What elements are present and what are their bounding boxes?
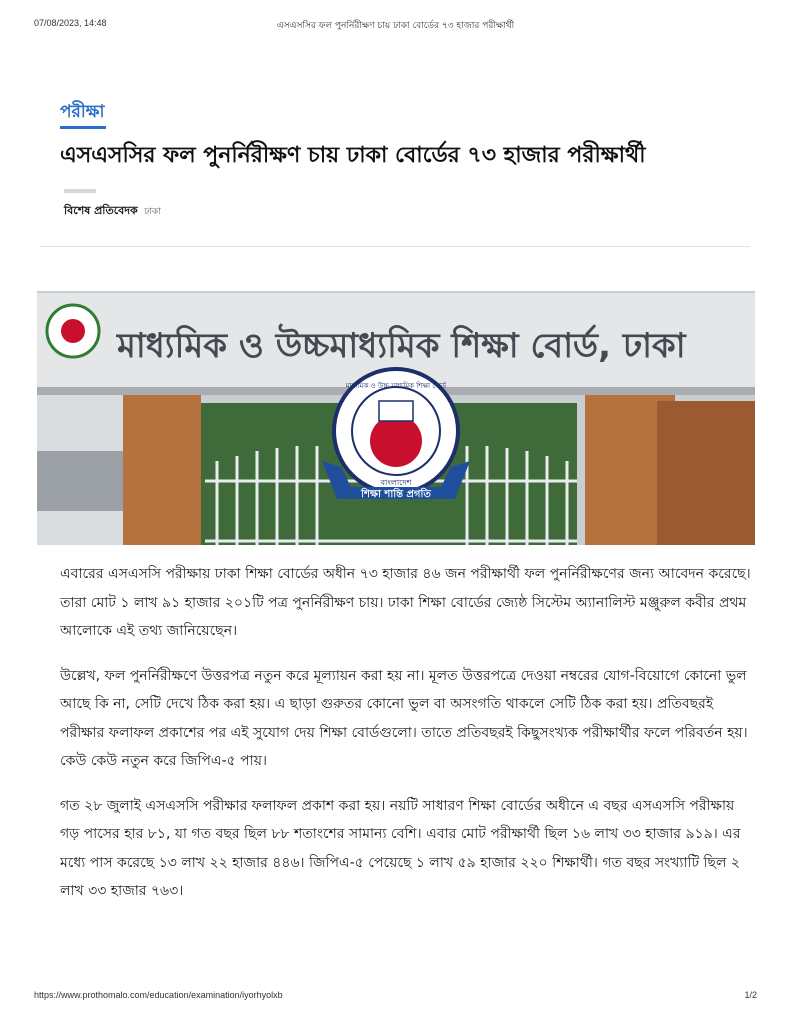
author-divider: [64, 189, 96, 193]
header-divider: [40, 246, 750, 247]
byline: [64, 203, 161, 220]
article-headline: এসএসসির ফল পুনর্নিরীক্ষণ চায় ঢাকা বোর্ডের ৭৩ হাজার পরীক্ষার্থী: [60, 143, 646, 168]
author-location: ঢাকা: [144, 207, 161, 217]
seal-bottom-text: বাংলাদেশ: [380, 478, 412, 487]
print-timestamp: 07/08/2023, 14:48: [34, 18, 107, 28]
print-header: [34, 18, 757, 34]
article-body: [60, 560, 756, 922]
sign-text: মাধ্যমিক ও উচ্চমাধ্যমিক শিক্ষা বোর্ড, ঢাকা: [117, 326, 686, 366]
page-number: 1/2: [744, 990, 757, 1000]
print-footer: [34, 990, 757, 1004]
article-paragraph: গত ২৮ জুলাই এসএসসি পরীক্ষার ফলাফল প্রকাশ করা হয়। নয়টি সাধারণ শিক্ষা বোর্ডের অধীনে এ বছর এসএসসি পরীক্ষায় গড় পাসের হার ৮১, যা গত বছর ছিল ৮৮ শতাংশের সামান্য বেশি। এবার মোট পরীক্ষার্থী ছিল ১৬ লাখ ৩৩ হাজার ৯১৯। এর মধ্যে পাস করেছে ১৩ লাখ ২২ হাজার ৪৪৬। জিপিএ-৫ পেয়েছে ১ লাখ ৫৯ হাজার ২২০ শিক্ষার্থী। গত বছর সংখ্যাটি ছিল ২ লাখ ৩৩ হাজার ৭৬৩।: [60, 797, 741, 899]
author-name[interactable]: বিশেষ প্রতিবেদক: [64, 204, 138, 217]
seal-top-text: মাধ্যমিক ও উচ্চ মাধ্যমিক শিক্ষা বোর্ড: [345, 382, 447, 390]
article-paragraph: এবারের এসএসসি পরীক্ষায় ঢাকা শিক্ষা বোর্ডের অধীন ৭৩ হাজার ৪৬ জন পরীক্ষার্থী ফল পুনর্নিরীক্ষণের জন্য আবেদন করেছে। তারা মোট ১ লাখ ৯১ হাজার ২০১টি পত্র পুনর্নিরীক্ষণ চায়। ঢাকা শিক্ষা বোর্ডের জ্যেষ্ঠ সিস্টেম অ্যানালিস্ট মঞ্জুরুল কবীর প্রথম আলোকে এই তথ্য জানিয়েছেন।: [60, 566, 751, 639]
article-paragraph: উল্লেখ, ফল পুনর্নিরীক্ষণে উত্তরপত্র নতুন করে মূল্যায়ন করা হয় না। মূলত উত্তরপত্রে দেওয়া নম্বরের যোগ-বিয়োগে কোনো ভুল আছে কি না, সেটি দেখে ঠিক করা হয়। এ ছাড়া গুরুতর কোনো ভুল বা অসংগতি থাকলে সেটি ঠিক করা হয়। প্রতিবছরই পরীক্ষার ফলাফল প্রকাশের পর এই সুযোগ দেয় শিক্ষা বোর্ডগুলো। তাতে প্রতিবছরই কিছুসংখ্যক পরীক্ষার্থীর ফলে পরিবর্তন হয়। কেউ কেউ নতুন করে জিপিএ-৫ পায়।: [60, 667, 748, 769]
print-doc-title: এসএসসির ফল পুনর্নিরীক্ষণ চায় ঢাকা বোর্ডের ৭৩ হাজার পরীক্ষার্থী: [276, 21, 515, 31]
left-pillar: [123, 371, 201, 545]
seal-ribbon-text: শিক্ষা শান্তি প্রগতি: [361, 489, 431, 500]
hero-image: [37, 291, 755, 545]
sign-logo-center: [61, 319, 85, 343]
right-building: [657, 401, 755, 545]
category-underline: [60, 126, 106, 129]
board-gate-photo: [37, 291, 755, 545]
category-link[interactable]: পরীক্ষা: [60, 102, 105, 122]
print-url: https://www.prothomalo.com/education/examination/iyorhyolxb: [34, 990, 283, 1000]
